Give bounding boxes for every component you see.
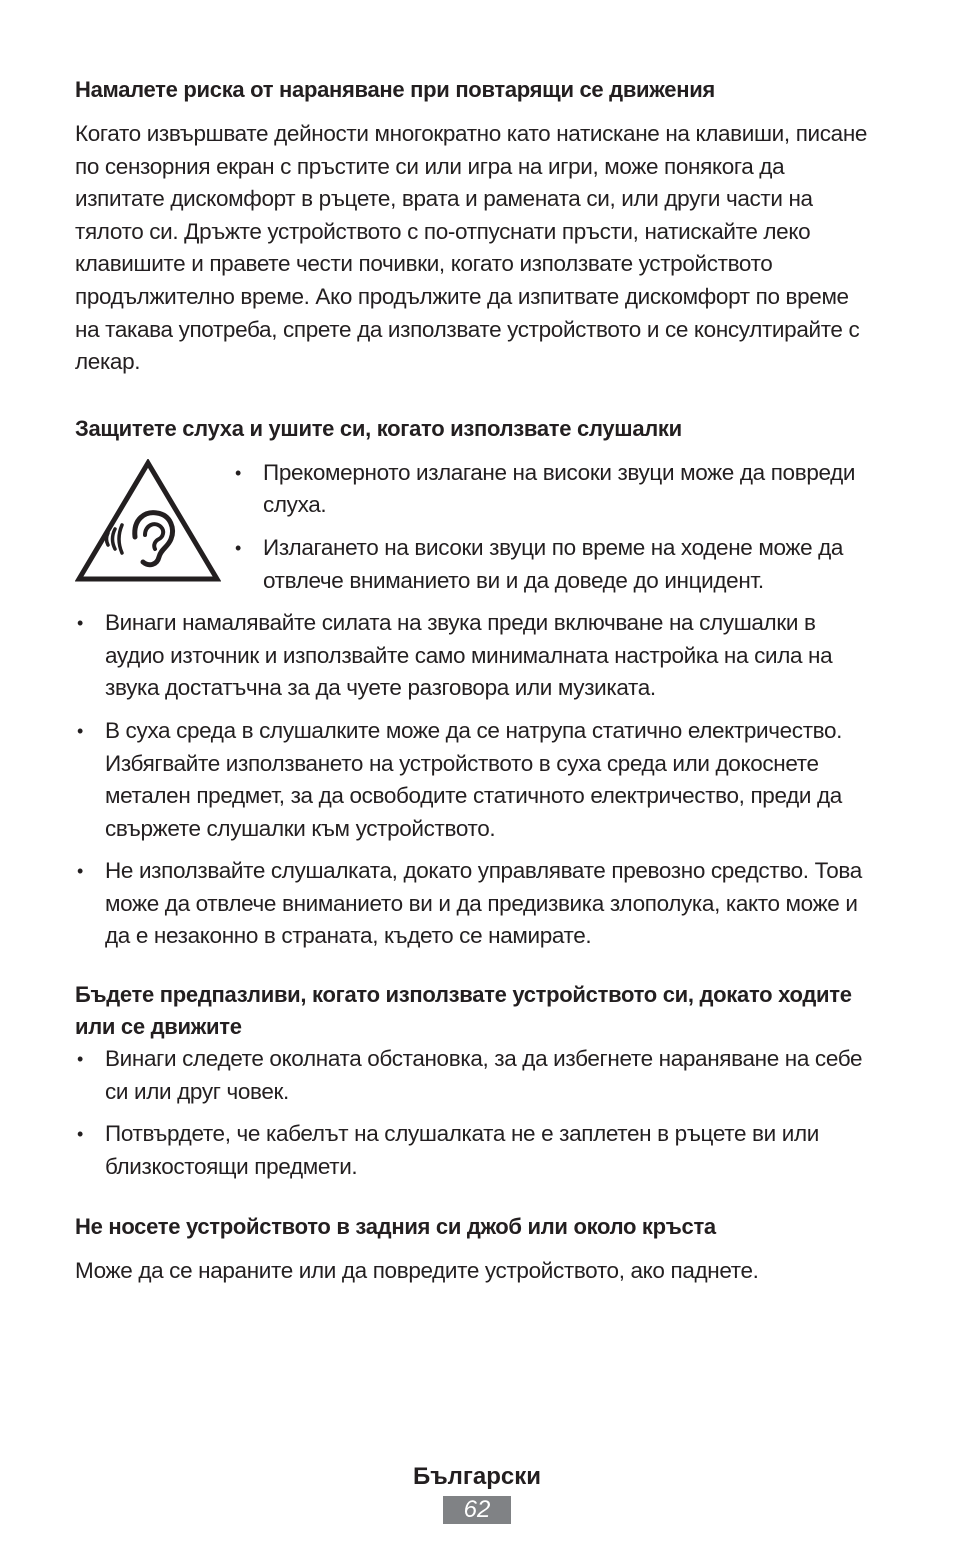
bullet-icon: •	[235, 537, 241, 558]
hearing-warning-block	[75, 457, 875, 607]
bullet-icon: •	[77, 861, 83, 882]
list-item: • Потвърдете, че кабелът на слушалката не е заплетен в ръцете ви или близкостоящи предмети.	[75, 1118, 875, 1183]
bullet-icon: •	[77, 720, 83, 741]
bullet-icon: •	[235, 462, 241, 483]
section-body-back-pocket: Може да се нараните или да повредите устройството, ако паднете.	[75, 1258, 759, 1284]
section-title-repetitive-motion: Намалете риска от нараняване при повтарящи се движения	[75, 77, 715, 102]
list-item: • Излагането на високи звуци по време на ходене може да отвлече вниманието ви и да доведе до инцидент.	[233, 532, 875, 597]
list-item: • Винаги следете околната обстановка, за да избегнете нараняване на себе си или друг човек.	[75, 1043, 875, 1108]
list-item: • Винаги намалявайте силата на звука преди включване на слушалки в аудио източник и използвайте само минималната настройка на сила на звука достатъчна за да чуете разговора или музиката.	[75, 607, 875, 705]
hearing-icon-bullet-list	[233, 457, 875, 597]
section-title-walking: Бъдете предпазливи, когато използвате устройството си, докато ходите или се движите	[75, 982, 852, 1040]
hearing-warning-icon	[75, 459, 221, 583]
document-page	[75, 70, 875, 1288]
bullet-icon: •	[77, 1124, 83, 1145]
page-number-badge: 62	[443, 1496, 511, 1524]
list-item: • Прекомерното излагане на високи звуци може да повреди слуха.	[233, 457, 875, 522]
list-item: • Не използвайте слушалката, докато управлявате превозно средство. Това може да отвлече вниманието ви и да предизвика злополука, както може и да е незаконно в страната, където се намирате.	[75, 855, 875, 953]
section-title-back-pocket: Не носете устройството в задния си джоб или около кръста	[75, 1214, 716, 1240]
list-item: • В суха среда в слушалките може да се натрупа статично електричество. Избягвайте използването на устройството в суха среда или докоснете метален предмет, за да освободите статичното електричество, преди да свържете слушалки към устройството.	[75, 715, 875, 845]
section-title-hearing: Защитете слуха и ушите си, когато използвате слушалки	[75, 415, 682, 441]
bullet-icon: •	[77, 613, 83, 634]
bullet-icon: •	[77, 1049, 83, 1070]
hearing-bullet-list	[75, 607, 875, 953]
footer-language: Български	[412, 1463, 542, 1490]
walking-bullet-list	[75, 1043, 875, 1183]
section-body-repetitive-motion: Когато извършвате дейности многократно като натискане на клавиши, писане по сензорния екран с пръстите си или игра на игри, може понякога да изпитате дискомфорт в ръцете, врата и рамената си, или други части на тялото си. Дръжте устройството с по-отпуснати пръсти, натискайте леко клавишите и правете чести почивки, когато използвате устройството продължително време. Ако продължите да изпитвате дискомфорт по време на такава употреба, спрете да използвате устройството и се консултирайте с лекар.	[75, 121, 868, 375]
page-footer	[0, 1462, 954, 1524]
